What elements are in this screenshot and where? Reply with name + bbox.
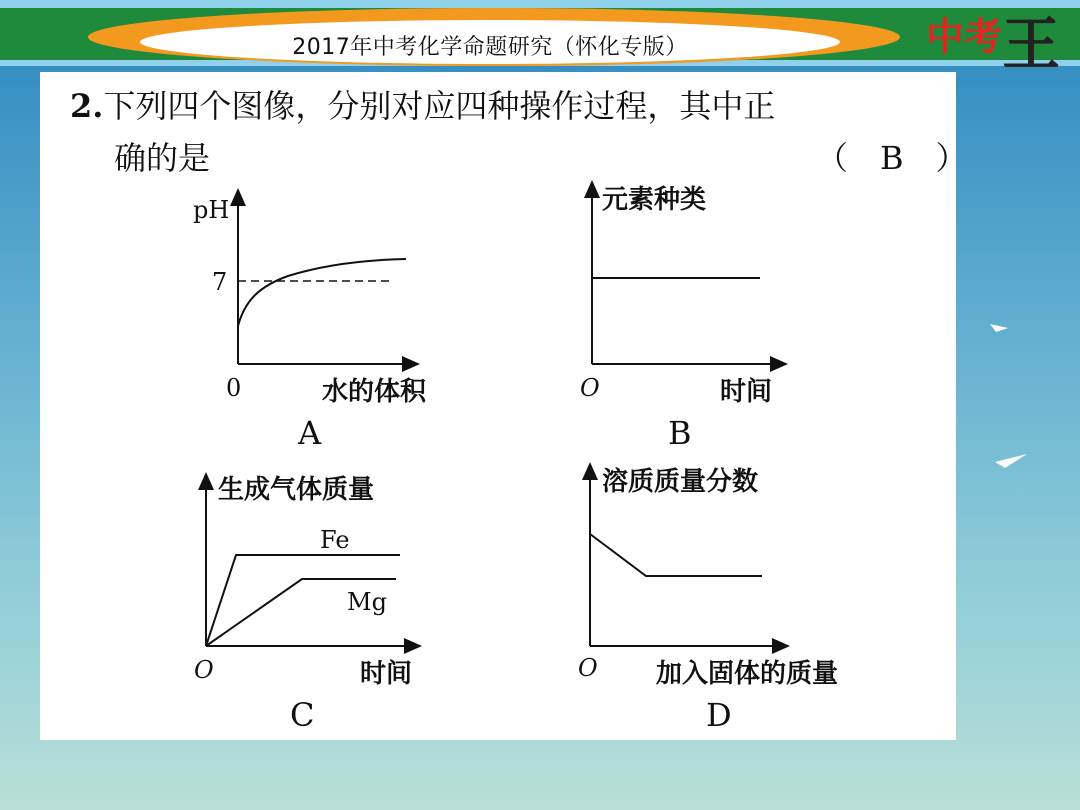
graph-a-y-label: pH [193,196,230,224]
graph-c-series-fe: Fe [320,526,350,554]
paper-plane-icon [995,452,1029,470]
graph-a-x-label: 水的体积 [322,377,427,407]
graph-a-origin: 0 [226,374,242,402]
question-text-line1: 下列四个图像，分别对应四种操作过程，其中正 [103,87,776,125]
zhongkaowang-logo [920,2,1070,74]
graph-c-y-label: 生成气体质量 [218,475,375,505]
graph-d-caption: D [706,696,732,734]
logo-text-zhongkao: 中考 [926,15,1003,59]
graph-b [580,185,780,452]
graph-b-x-label: 时间 [720,377,773,407]
logo-text-wang: 王 [1002,10,1061,74]
graph-c [194,474,414,734]
question-card [40,72,968,740]
question-number: 2. [70,87,104,125]
graph-d [578,466,838,734]
graph-a [193,196,427,452]
graph-d-origin: O [578,654,598,682]
graph-b-caption: B [668,414,692,452]
question-text-line2: 确的是 [114,139,211,177]
paper-plane-icon [990,320,1010,334]
graph-c-origin: O [194,656,214,684]
graph-b-origin: O [580,374,600,402]
graph-c-series-mg: Mg [347,588,387,616]
header-top-stripe [0,0,1080,8]
header-title: 2017年中考化学命题研究（怀化专版） [292,35,688,60]
graph-d-y-label: 溶质质量分数 [602,467,759,497]
answer-blank: （ B ） [816,139,968,177]
graph-a-caption: A [298,414,322,452]
graph-b-y-label: 元素种类 [602,185,707,215]
graph-c-x-label: 时间 [360,659,413,689]
graph-a-y-tick: 7 [212,268,228,296]
graphs-area [40,72,956,740]
graph-d-x-label: 加入固体的质量 [656,659,839,689]
graph-c-caption: C [290,696,315,734]
